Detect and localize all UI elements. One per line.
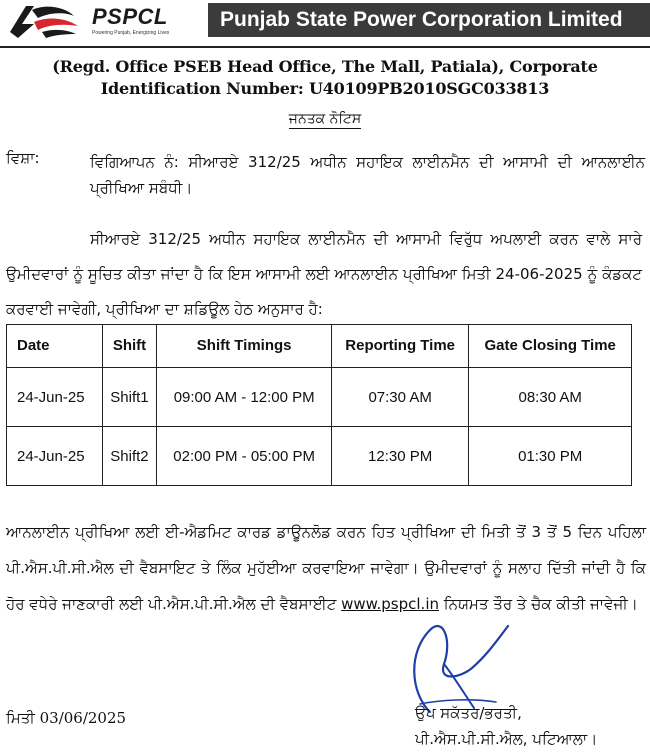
col-header-reporting-time: Reporting Time: [331, 325, 468, 368]
admit-card-text: ਆਨਲਾਈਨ ਪ੍ਰੀਖਿਆ ਲਈ ਈ-ਐਡਮਿਟ ਕਾਰਡ ਡਾਊਨਲੋਡ ਕਰਨ ਹਿਤ ਪ੍ਰੀਖਿਆ ਦੀ ਮਿਤੀ ਤੋਂ 3 ਤੋਂ 5 ਦਿਨ ਪਹਿਲਾ ਪੀ.ਐਸ.ਪੀ.ਸੀ.ਐਲ ਦੀ ਵੈਬਸਾਇਟ ਤੇ ਲਿੰਕ ਮੁਹੱਈਆ ਕਰਵਾਇਆ ਜਾਵੇਗਾ। ਉਮੀਦਵਾਰਾਂ ਨੂੰ ਸਲਾਹ ਦਿੱਤੀ ਜਾਂਦੀ ਹੈ ਕਿ ਹੋਰ ਵਧੇਰੇ ਜਾਣਕਾਰੀ ਲਈ ਪੀ.ਐਸ.ਪੀ.ਸੀ.ਐਲ ਦੀ ਵੈਬਸਾਈਟ: [6, 523, 646, 613]
cell-shift: Shift2: [102, 427, 157, 486]
signatory-designation: ਉਪ ਸਕੱਤਰ/ਭਰਤੀ,: [415, 704, 522, 722]
cell-gate-closing-time: 01:30 PM: [469, 427, 632, 486]
date-label: ਮਿਤੀ: [6, 709, 35, 727]
admit-card-paragraph: [6, 514, 646, 622]
cell-shift: Shift1: [102, 368, 157, 427]
table-header-row: [7, 325, 632, 368]
cell-date: 24-Jun-25: [7, 368, 103, 427]
pspcl-logo-icon: [4, 2, 84, 40]
table-row: [7, 427, 632, 486]
company-banner: Punjab State Power Corporation Limited: [208, 3, 650, 37]
col-header-date: Date: [7, 325, 103, 368]
admit-card-text-end: ਨਿਯਮਤ ਤੌਰ ਤੇ ਚੈਕ ਕੀਤੀ ਜਾਵੇਜੀ।: [439, 595, 638, 613]
col-header-gate-closing-time: Gate Closing Time: [469, 325, 632, 368]
header-divider: [0, 46, 650, 48]
issue-date: [6, 709, 126, 727]
registered-office-line: (Regd. Office PSEB Head Office, The Mall, Patiala), Corporate Identification Number: U40109PB2010SGC033813: [52, 57, 598, 98]
website-link[interactable]: www.pspcl.in: [341, 595, 440, 613]
intro-paragraph: ਸੀਆਰਏ 312/25 ਅਧੀਨ ਸਹਾਇਕ ਲਾਈਨਮੈਨ ਦੀ ਆਸਾਮੀ ਵਿਰੁੱਧ ਅਪਲਾਈ ਕਰਨ ਵਾਲੇ ਸਾਰੇ ਉਮੀਦਵਾਰਾਂ ਨੂੰ ਸੂਚਿਤ ਕੀਤਾ ਜਾਂਦਾ ਹੈ ਕਿ ਇਸ ਆਸਾਮੀ ਲਈ ਆਨਲਾਈਨ ਪ੍ਰੀਖਿਆ ਮਿਤੀ 24-06-2025 ਨੂੰ ਕੰਡਕਟ ਕਰਵਾਈ ਜਾਵੇਗੀ, ਪ੍ਰੀਖਿਆ ਦਾ ਸ਼ਡਿਊਲ ਹੇਠ ਅਨੁਸਾਰ ਹੈ:: [6, 230, 642, 318]
cell-shift-timings: 09:00 AM - 12:00 PM: [157, 368, 332, 427]
notice-title: [0, 111, 650, 127]
cell-reporting-time: 12:30 PM: [331, 427, 468, 486]
notice-title-text: ਜਨਤਕ ਨੋਟਿਸ: [288, 111, 362, 127]
table-row: [7, 368, 632, 427]
document-header: [0, 0, 650, 44]
logo-tagline: Powering Punjab, Energizing Lives: [92, 30, 170, 36]
cell-shift-timings: 02:00 PM - 05:00 PM: [157, 427, 332, 486]
exam-schedule-table: [6, 324, 632, 486]
subject-text: ਵਿਗਿਆਪਨ ਨੰ: ਸੀਆਰਏ 312/25 ਅਧੀਨ ਸਹਾਇਕ ਲਾਈਨਮੈਨ ਦੀ ਆਸਾਮੀ ਦੀ ਆਨਲਾਈਨ ਪ੍ਰੀਖਿਆ ਸਬੰਧੀ।: [90, 153, 645, 197]
cell-reporting-time: 07:30 AM: [331, 368, 468, 427]
signatory-org: ਪੀ.ਐਸ.ਪੀ.ਸੀ.ਐਲ, ਪਟਿਆਲਾ।: [415, 730, 598, 748]
cell-gate-closing-time: 08:30 AM: [469, 368, 632, 427]
date-value: 03/06/2025: [39, 709, 127, 727]
logo-wordmark: PSPCL: [92, 4, 168, 29]
cell-date: 24-Jun-25: [7, 427, 103, 486]
col-header-shift-timings: Shift Timings: [157, 325, 332, 368]
subject-label: ਵਿਸ਼ਾ:: [6, 149, 40, 167]
signatory-block: [415, 700, 597, 752]
col-header-shift: Shift: [102, 325, 157, 368]
